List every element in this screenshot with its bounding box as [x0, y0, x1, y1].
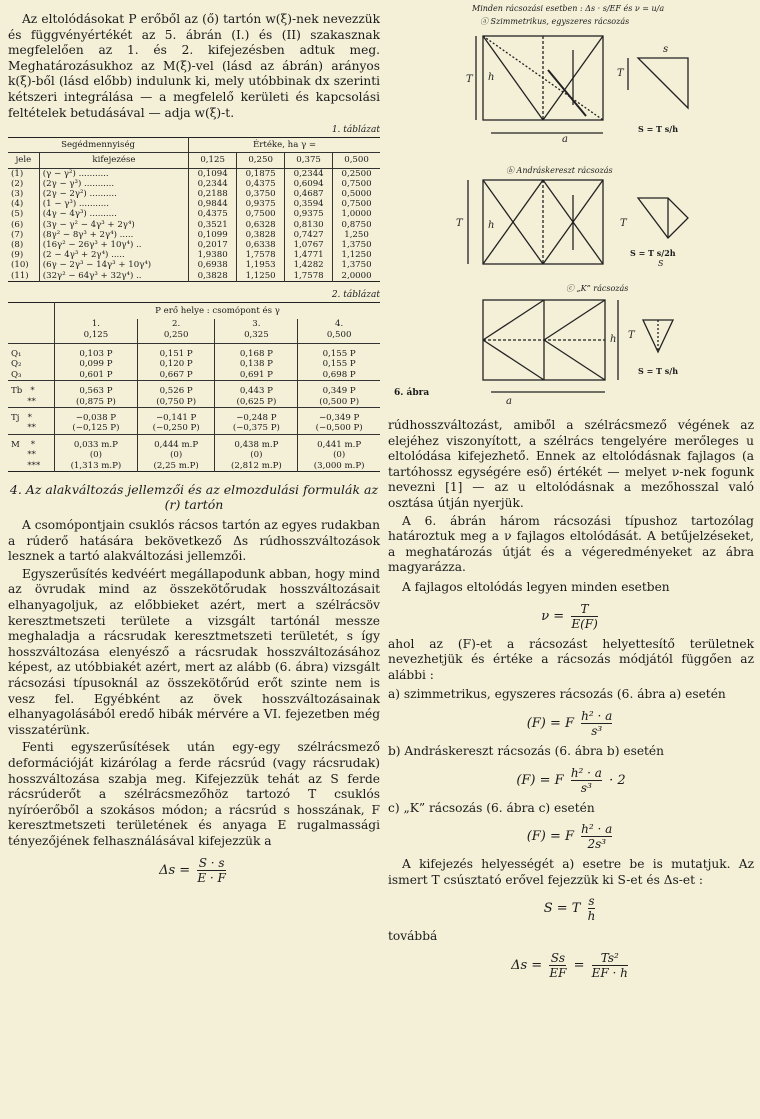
- row-value: 1,3750: [333, 260, 380, 270]
- formula-nu: [388, 602, 754, 631]
- row-value: 0,7500: [237, 209, 285, 219]
- fraction: [592, 951, 628, 980]
- row-expr: (8γ² − 8γ³ + 2γ⁴) .....: [39, 230, 188, 240]
- row-value: 1,250: [333, 230, 380, 240]
- row-value: 0,3828: [189, 271, 237, 282]
- svg-text:T: T: [456, 218, 463, 229]
- formula-lhs: (F) = F: [526, 715, 575, 731]
- row-value: 0,6938: [189, 260, 237, 270]
- row-value: 0,667 P: [137, 370, 215, 381]
- svg-text:T: T: [620, 218, 627, 229]
- row-expr: (3γ − γ² − 4γ³ + 2γ⁴): [39, 220, 188, 230]
- figure-b-label: ⓑ Andráskereszt rácsozás: [506, 166, 613, 175]
- row-value: 0,4375: [189, 209, 237, 219]
- section-heading: 4. Az alakváltozás jellemzői és az elmozdulási formulák az (r) tartón: [9, 482, 379, 513]
- row-value: (−0,375 P): [215, 423, 298, 434]
- row-value: 1,9380: [189, 250, 237, 260]
- row-value: 0,7500: [333, 199, 380, 209]
- row-value: 0,444 m.P: [137, 434, 215, 450]
- table2: [8, 302, 380, 472]
- row-value: 0,3521: [189, 220, 237, 230]
- row-id: (1): [11, 168, 24, 179]
- row-value: 0,2344: [285, 168, 333, 179]
- figure-b-s: S = T s/2h: [630, 248, 676, 258]
- row-expr: (γ − γ²) ...........: [39, 168, 188, 179]
- row-id: (3): [11, 188, 24, 199]
- row-value: 0,349 P: [298, 381, 380, 397]
- row-value: (2,812 m.P): [215, 461, 298, 472]
- row-value: 0,2188: [189, 189, 237, 199]
- table1-col-expr: kifejezése: [39, 153, 188, 168]
- table2-header: P erő helye : csomópont és γ: [55, 302, 381, 319]
- formula-s: [388, 894, 754, 923]
- row-value: 0,601 P: [55, 370, 138, 381]
- row-value: 0,155 P: [298, 344, 380, 360]
- row-value: 0,8130: [285, 220, 333, 230]
- row-value: 0,438 m.P: [215, 434, 298, 450]
- table1-row: [8, 168, 380, 179]
- fraction: [197, 856, 226, 885]
- table2-row: [8, 408, 380, 424]
- table1-row: [8, 179, 380, 189]
- row-value: 1,4771: [285, 250, 333, 260]
- table1-row: [8, 250, 380, 260]
- case-b: b) Andráskereszt rácsozás (6. ábra b) esetén: [388, 743, 664, 758]
- row-value: 0,2017: [189, 240, 237, 250]
- denominator: s³: [581, 723, 612, 738]
- row-value: 0,9375: [285, 209, 333, 219]
- row-value: 0,4687: [285, 189, 333, 199]
- row-value: (0): [55, 450, 138, 460]
- svg-text:S: S: [658, 259, 664, 268]
- formula-lhs: (F) = F: [516, 772, 564, 788]
- svg-text:a: a: [506, 396, 512, 407]
- table1-row: [8, 189, 380, 199]
- denominator: E · F: [197, 870, 226, 885]
- row-value: 0,691 P: [215, 370, 298, 381]
- row-label: **: [11, 396, 36, 407]
- table1-row: [8, 230, 380, 240]
- col-gamma: 0,500: [326, 329, 352, 340]
- row-value: 0,1099: [189, 230, 237, 240]
- row-value: −0,349 P: [298, 408, 380, 424]
- case-c: c) „K” rácsozás (6. ábra c) esetén: [388, 800, 595, 815]
- row-value: 1,1953: [237, 260, 285, 270]
- table1-row: [8, 209, 380, 219]
- fraction: [581, 709, 612, 738]
- left-column: [8, 0, 380, 891]
- row-value: 1,7578: [237, 250, 285, 260]
- svg-text:a: a: [562, 134, 568, 145]
- numerator: h² · a: [581, 708, 613, 723]
- row-value: 0,6338: [237, 240, 285, 250]
- row-label: Tb *: [8, 381, 55, 397]
- row-value: (0,750 P): [137, 397, 215, 408]
- svg-text:h: h: [488, 72, 495, 83]
- right-paragraph-3: A fajlagos eltolódás legyen minden esetben: [402, 579, 670, 594]
- table1-gamma: 0,375: [285, 153, 333, 168]
- row-value: 1,1250: [333, 250, 380, 260]
- row-value: (2,25 m.P): [137, 461, 215, 472]
- row-id: (8): [11, 239, 24, 250]
- row-value: 0,8750: [333, 220, 380, 230]
- row-value: 0,526 P: [137, 381, 215, 397]
- paragraph-2: Egyszerűsítés kedvéért megállapodunk abban, hogy mind az övrudak mind az összekötőrudak hosszváltozásait elhanyagoljuk, az előbbieket azért, mert a szélrácsöv keresztmetszeti területe a vizsgált tartónál messze meghaladja a rácsrudak keresztmetszeti területét, s így hosszváltozása elenyésző a rácsrudak hosszváltozásához képest, az utóbbiakét azért, mert az alább (6. ábra) vizsgált rácsozási típusoknál az összekötőrúd erőt szinte nem is vesz fel. Egyébként az övek hosszváltozásainak elhanyagolásából eredő hibák mérvére a VI. fejezetben még visszatérünk.: [8, 566, 380, 737]
- denominator: h: [587, 909, 596, 924]
- row-value: 0,3594: [285, 199, 333, 209]
- figure-c-s: S = T s/h: [638, 366, 679, 376]
- row-expr: (1 − γ³) ...........: [39, 199, 188, 209]
- numerator: T: [580, 601, 589, 616]
- denominator: 2s³: [581, 836, 612, 851]
- row-value: 0,138 P: [215, 359, 298, 369]
- row-value: 0,103 P: [55, 344, 138, 360]
- row-value: 1,0767: [285, 240, 333, 250]
- col-number: 2.: [172, 319, 181, 330]
- row-id: (10): [11, 260, 29, 271]
- table2-row: [8, 359, 380, 369]
- formula-b: [388, 766, 754, 795]
- right-paragraph-2: A 6. ábrán három rácsozási típushoz tartozólag határoztuk meg a ν fajlagos eltolódását. A betűjelzéseket, a meghatározás útját és a végeredményeket az ábra magyarázza.: [388, 513, 754, 575]
- numerator: Ts²: [600, 950, 619, 965]
- figure-caption: 6. ábra: [394, 388, 430, 398]
- svg-text:s: s: [663, 44, 669, 55]
- table1-gamma: 0,500: [333, 153, 380, 168]
- row-value: (0): [137, 450, 215, 460]
- formula-ds2: [388, 951, 754, 980]
- row-value: (0,875 P): [55, 397, 138, 408]
- row-value: (−0,500 P): [298, 423, 380, 434]
- denominator: EF · h: [591, 965, 628, 980]
- row-value: 0,698 P: [298, 370, 380, 381]
- paragraph-1: A csomópontjain csuklós rácsos tartón az egyes rudakban a rúderő hatására bekövetkező Δs rúdhosszváltozások lesznek a tartó alakváltozási jellemzői.: [8, 518, 380, 564]
- row-value: (0): [215, 450, 298, 460]
- table1: [8, 137, 380, 282]
- formula-lhs: S = T: [543, 901, 581, 917]
- row-value: (0,500 P): [298, 397, 380, 408]
- numerator: h² · a: [570, 765, 602, 780]
- row-value: 0,4375: [237, 179, 285, 189]
- row-value: 0,7500: [333, 179, 380, 189]
- row-value: −0,248 P: [215, 408, 298, 424]
- row-value: (0): [298, 450, 380, 460]
- fraction: [588, 894, 596, 923]
- row-id: (11): [11, 270, 29, 281]
- row-expr: (6γ − 2γ³ − 14γ³ + 10γ⁴): [39, 260, 188, 270]
- denominator: s³: [571, 780, 602, 795]
- formula-lhs: Δs =: [159, 862, 191, 878]
- row-value: 0,441 m.P: [298, 434, 380, 450]
- figure-a-label: ⓐ Szimmetrikus, egyszeres rácsozás: [480, 17, 630, 26]
- table2-col-headers: [8, 319, 380, 343]
- table2-row: [8, 434, 380, 450]
- table2-row: [8, 381, 380, 397]
- table2-body: [8, 344, 380, 472]
- table1-row: [8, 220, 380, 230]
- formula-a: [388, 709, 754, 738]
- col-number: 4.: [335, 319, 344, 330]
- row-value: 0,9844: [189, 199, 237, 209]
- col-number: 1.: [91, 319, 101, 330]
- row-value: (0,625 P): [215, 397, 298, 408]
- row-id: (2): [11, 178, 24, 189]
- row-value: 0,9375: [237, 199, 285, 209]
- figure-c-label: ⓒ „K” rácsozás: [566, 284, 629, 293]
- figure-a-s: S = T s/h: [638, 124, 679, 134]
- row-label: **: [11, 450, 36, 461]
- right-paragraph-5: A kifejezés helyességét a) esetre be is mutatjuk. Az ismert T csúsztató erővel fejezzük ki S-et és Δs-et :: [388, 857, 754, 887]
- table1-row: [8, 271, 380, 282]
- row-expr: (2 − 4γ³ + 2γ⁴) .....: [39, 250, 188, 260]
- row-id: (9): [11, 250, 24, 261]
- right-paragraph-1: rúdhosszváltozást, amiből a szélrácsmező végének az elejéhez viszonyított, a szélrács tengelyére merőleges u eltolódása kifejezhető. Ennek az eltolódásnak fajlagos (a tartóhossz egységére eső) értékét — melyet ν-nek fogunk nevezni [1] — az u eltolódásnak a mezőhosszal való osztása útján nyerjük.: [388, 418, 754, 510]
- row-expr: (2γ − 2γ²) ..........: [39, 189, 188, 199]
- formula-equals: =: [573, 957, 585, 973]
- table1-group-left: Segédmennyiség: [8, 138, 189, 153]
- paragraph-3: Fenti egyszerűsítések után egy-egy szélrácsmező deformációját kizárólag a ferde rácsrúd (vagy rácsrudak) hosszváltozása szabja meg. Kifejezzük tehát az S ferde rácsrúderőt a szélrácsmezőhöz tartozó T csuklós nyíróerőből a szokásos módon; a rácsrúd s hosszának, F keresztmetszeti területének és anyaga E rugalmassági tényezőjének felhasználásával kifejezzük a: [8, 740, 380, 848]
- fraction: [581, 822, 612, 851]
- svg-text:T: T: [617, 68, 624, 79]
- row-value: 0,2344: [189, 179, 237, 189]
- row-label: M *: [8, 434, 55, 450]
- table1-gamma: 0,125: [189, 153, 237, 168]
- svg-text:h: h: [488, 220, 495, 231]
- table1-caption: 1. táblázat: [331, 125, 380, 136]
- row-value: −0,038 P: [55, 408, 138, 424]
- row-value: 0,1094: [189, 168, 237, 179]
- row-value: 1,1250: [237, 271, 285, 282]
- svg-text:T: T: [466, 74, 473, 85]
- row-value: 2,0000: [333, 271, 380, 282]
- numerator: S · s: [198, 855, 225, 870]
- table1-body: [8, 168, 380, 281]
- intro-paragraph: Az eltolódásokat P erőből az (ő) tartón w(ξ)-nek nevezzük és függvényértékét az 5. ábrán (I.) és (II) szakasznak megfelelően az 1. és 2. kifejezésben adtuk meg. Meghatározásukhoz az M(ξ)-vel (lásd az ábrán) arányos k(ξ)-ből (lásd előbb) indulunk ki, mely utóbbinak dx szerinti kétszeri integrálása — a megfelelő kerületi és kapcsolási feltételek betudásával — adja w(ξ)-t.: [8, 12, 380, 120]
- row-id: (6): [11, 219, 24, 230]
- col-gamma: 0,250: [163, 329, 189, 340]
- row-value: 0,563 P: [55, 381, 138, 397]
- fraction: [571, 766, 602, 795]
- formula-lhs: Δs =: [511, 957, 543, 973]
- row-expr: (32γ² − 64γ³ + 32γ⁴) ..: [39, 271, 188, 282]
- figure-title: Minden rácsozási esetben : Δs · s/EF és ν = u/a: [472, 4, 665, 13]
- denominator: E(F): [571, 616, 598, 631]
- row-label: Q₃: [11, 369, 22, 380]
- formula-c: [388, 822, 754, 851]
- row-label: ***: [11, 460, 41, 471]
- row-value: 1,7578: [285, 271, 333, 282]
- row-label: Tj *: [8, 408, 55, 424]
- row-id: (7): [11, 229, 24, 240]
- row-value: 0,033 m.P: [55, 434, 138, 450]
- right-paragraph-4: ahol az (F)-et a rácsozást helyettesítő területnek nevezhetjük és értéke a rácsozás módjától függően az alábbi :: [388, 636, 754, 682]
- table2-caption: 2. táblázat: [331, 289, 380, 300]
- right-paragraph-6: továbbá: [388, 929, 438, 944]
- table2-row: [8, 423, 380, 434]
- row-expr: (16γ² − 26γ³ + 10γ⁴) ..: [39, 240, 188, 250]
- row-value: 1,3750: [333, 240, 380, 250]
- row-value: 0,155 P: [298, 359, 380, 369]
- row-value: (−0,250 P): [137, 423, 215, 434]
- table1-row: [8, 260, 380, 270]
- right-column: [388, 0, 754, 986]
- table2-row: [8, 344, 380, 360]
- row-value: 0,120 P: [137, 359, 215, 369]
- row-label: Q₂: [11, 359, 22, 370]
- row-value: 0,3828: [237, 230, 285, 240]
- col-number: 3.: [252, 319, 261, 330]
- row-value: (−0,125 P): [55, 423, 138, 434]
- row-value: 0,168 P: [215, 344, 298, 360]
- row-label: Q₁: [11, 349, 22, 360]
- row-value: 1,0000: [333, 209, 380, 219]
- table2-row: [8, 397, 380, 408]
- fraction: [549, 951, 566, 980]
- table2-row: [8, 370, 380, 381]
- col-gamma: 0,125: [83, 329, 109, 340]
- col-gamma: 0,325: [244, 329, 269, 340]
- table1-group-right: Értéke, ha γ =: [189, 138, 380, 153]
- row-value: 0,3750: [237, 189, 285, 199]
- table2-row: [8, 461, 380, 472]
- row-value: (1,313 m.P): [55, 461, 138, 472]
- formula-lhs: ν =: [541, 608, 565, 624]
- row-value: 0,6094: [285, 179, 333, 189]
- row-expr: (2γ − γ³) ...........: [39, 179, 188, 189]
- row-value: 0,6328: [237, 220, 285, 230]
- svg-text:T: T: [628, 330, 635, 341]
- truss-diagrams: [388, 0, 754, 418]
- row-id: (5): [11, 209, 24, 220]
- svg-text:h: h: [610, 334, 617, 345]
- fraction: [571, 602, 597, 631]
- denominator: EF: [549, 965, 567, 980]
- row-value: 0,5000: [333, 189, 380, 199]
- row-value: 0,1875: [237, 168, 285, 179]
- numerator: h² · a: [581, 822, 613, 837]
- case-a: a) szimmetrikus, egyszeres rácsozás (6. ábra a) esetén: [388, 687, 726, 702]
- formula-ds: [8, 856, 380, 885]
- figure-6: [388, 0, 754, 418]
- table1-col-sign: jele: [8, 153, 39, 168]
- table1-gamma: 0,250: [237, 153, 285, 168]
- row-expr: (4γ − 4γ³) ..........: [39, 209, 188, 219]
- table2-row: [8, 450, 380, 460]
- row-value: 0,443 P: [215, 381, 298, 397]
- row-value: (3,000 m.P): [298, 461, 380, 472]
- formula-tail: · 2: [609, 772, 626, 788]
- formula-lhs: (F) = F: [526, 829, 575, 845]
- table1-row: [8, 199, 380, 209]
- row-value: 0,2500: [333, 168, 380, 179]
- row-id: (4): [11, 199, 24, 210]
- row-value: 0,7427: [285, 230, 333, 240]
- row-value: −0,141 P: [137, 408, 215, 424]
- row-value: 0,151 P: [137, 344, 215, 360]
- row-label: **: [11, 423, 36, 434]
- numerator: s: [588, 894, 595, 909]
- table1-row: [8, 240, 380, 250]
- row-value: 1,4282: [285, 260, 333, 270]
- numerator: Ss: [550, 950, 566, 965]
- row-value: 0,099 P: [55, 359, 138, 369]
